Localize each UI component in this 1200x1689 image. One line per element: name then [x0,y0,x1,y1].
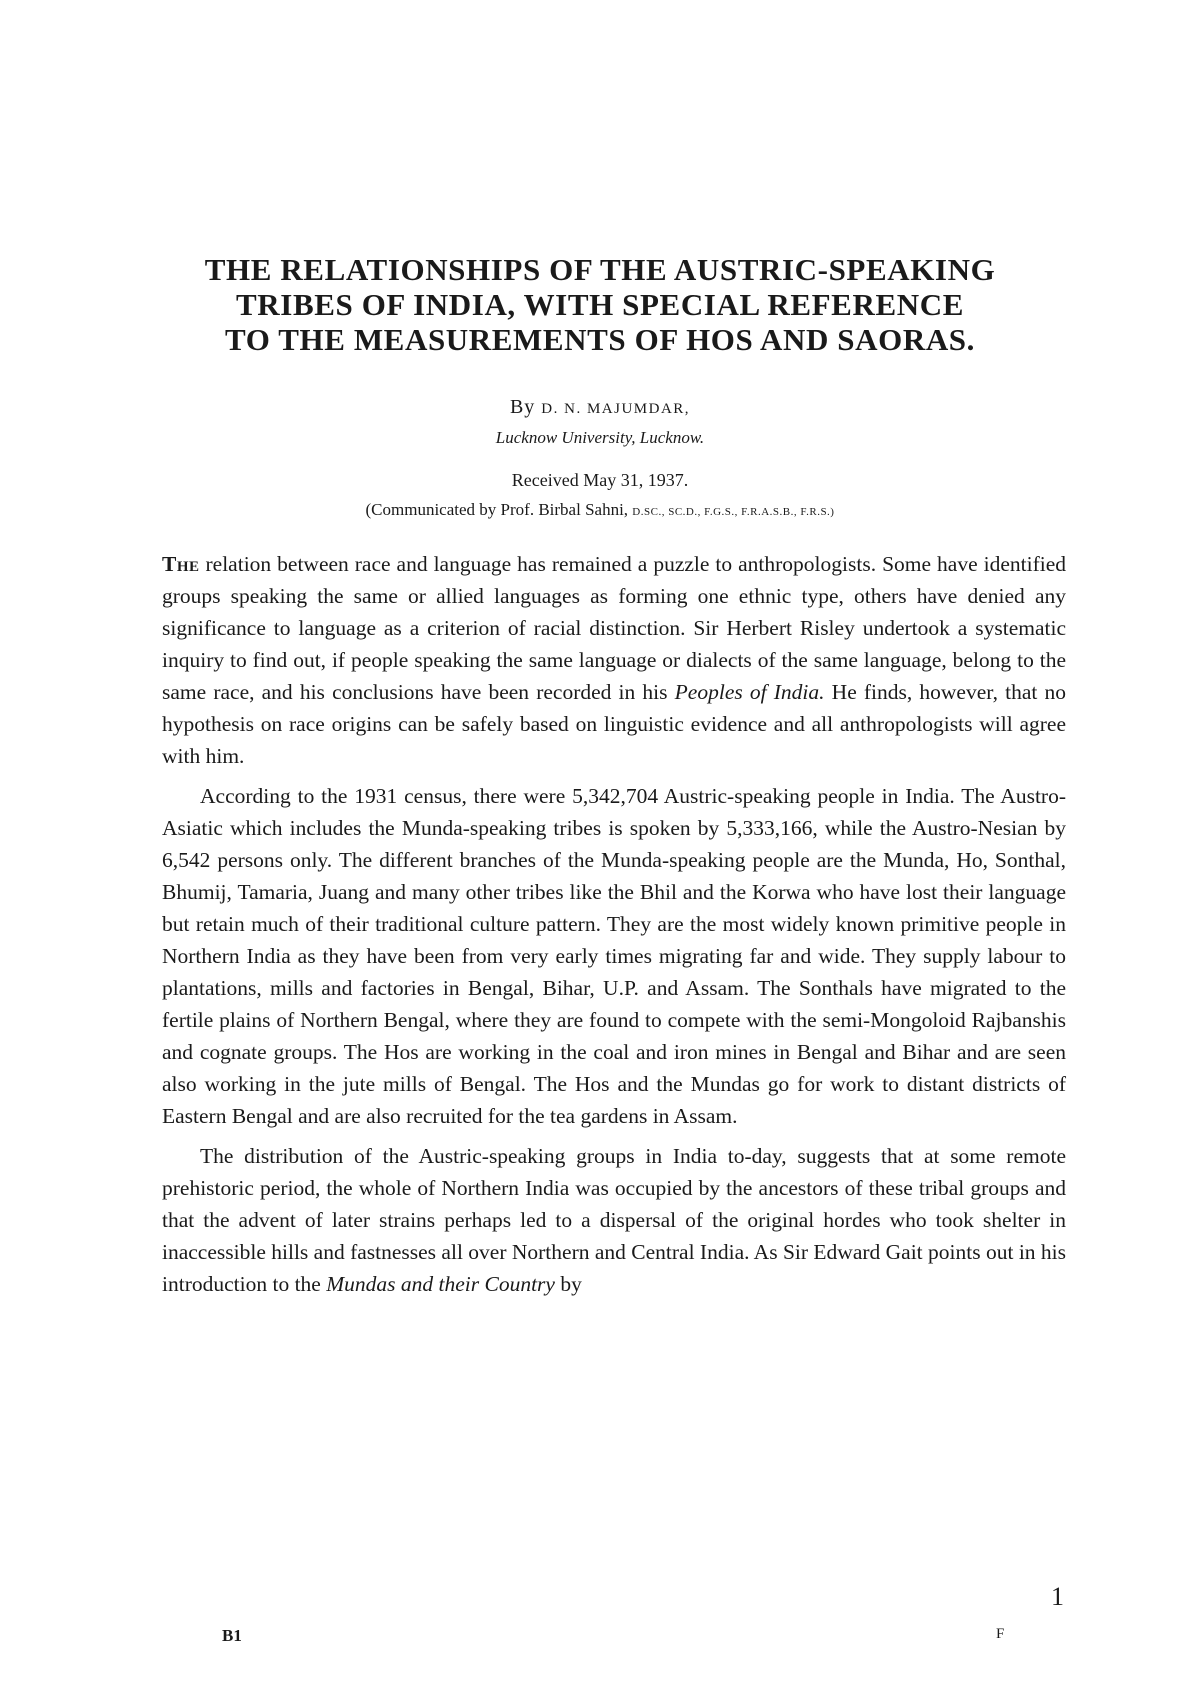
paragraph-1-lead: The [162,552,200,576]
paragraph-1 [162,548,1066,772]
byline [0,396,1200,419]
title-line-2: TRIBES OF INDIA, WITH SPECIAL REFERENCE [236,287,964,322]
signature-mark-left: B1 [222,1626,242,1645]
communicated-by [0,500,1200,520]
article-body [162,548,1066,1308]
paragraph-3-text-a: The distribution of the Austric-speaking groups in India to-day, suggests that at some remote prehistoric period, the whole of Northern India was occupied by the ancestors of these tribal groups and that the advent of later strains perhaps led to a dispersal of the original hordes who took shelter in inaccessible hills and fastnesses all over Northern and Central India. As Sir Edward Gait points out in his introduction to the [162,1144,1067,1296]
paragraph-2: According to the 1931 census, there were 5,342,704 Austric-speaking people in India. The Austro-Asiatic which includes the Munda-speaking tribes is spoken by 5,333,166, while the Austro-Nesian by 6,542 persons only. The different branches of the Munda-speaking people are the Munda, Ho, Sonthal, Bhumij, Tamaria, Juang and many other tribes like the Bhil and the Korwa who have lost their language but retain much of their traditional culture pattern. They are the most widely known primitive people in Northern India as they have been from very early times migrating far and wide. They supply labour to plantations, mills and factories in Bengal, Bihar, U.P. and Assam. The Sonthals have migrated to the fertile plains of Northern Bengal, where they are found to compete with the semi-Mongoloid Rajbanshis and cognate groups. The Hos are working in the coal and iron mines in Bengal and Bihar and are seen also working in the jute mills of Bengal. The Hos and the Mundas go for work to distant districts of Eastern Bengal and are also recruited for the tea gardens in Assam. [162,784,1066,1128]
byline-prefix: By [509,396,536,418]
communicator-degrees: D.SC., SC.D., F.G.S., F.R.A.S.B., F.R.S.) [632,506,835,518]
paragraph-1-book-title: Peoples of India. [674,680,825,704]
title-line-1: THE RELATIONSHIPS OF THE AUSTRIC-SPEAKING [204,252,996,287]
page-number: 1 [1051,1582,1064,1611]
paragraph-3-book-title: Mundas and their Country [326,1272,555,1296]
title-line-3: TO THE MEASUREMENTS OF HOS AND SAORAS. [224,322,975,357]
article-title [120,252,1080,357]
paragraph-1-text-a: relation between race and language has remained a puzzle to anthropologists. Some have identified groups speaking the same or allied languages as forming one ethnic type, others have denied any significance to language as a criterion of racial distinction. Sir Herbert Risley undertook a systematic inquiry to find out, if people speaking the same language or dialects of the same language, belong to the same race, and his conclusions have been recorded in his [162,552,1066,704]
communicated-prefix: (Communicated by Prof. Birbal Sahni, [365,500,629,519]
received-date: Received May 31, 1937. [511,470,689,490]
paragraph-1-text-b: He finds, however, that no hypothesis on race origins can be safely based on linguistic evidence and all anthropologists will agree with him. [162,680,1066,768]
author-affiliation: Lucknow University, Lucknow. [495,428,705,447]
paragraph-3 [162,1140,1066,1300]
author-name: D. N. MAJUMDAR, [541,401,691,417]
paragraph-3-text-b: by [554,1272,582,1296]
signature-mark-right: F [996,1626,1005,1642]
